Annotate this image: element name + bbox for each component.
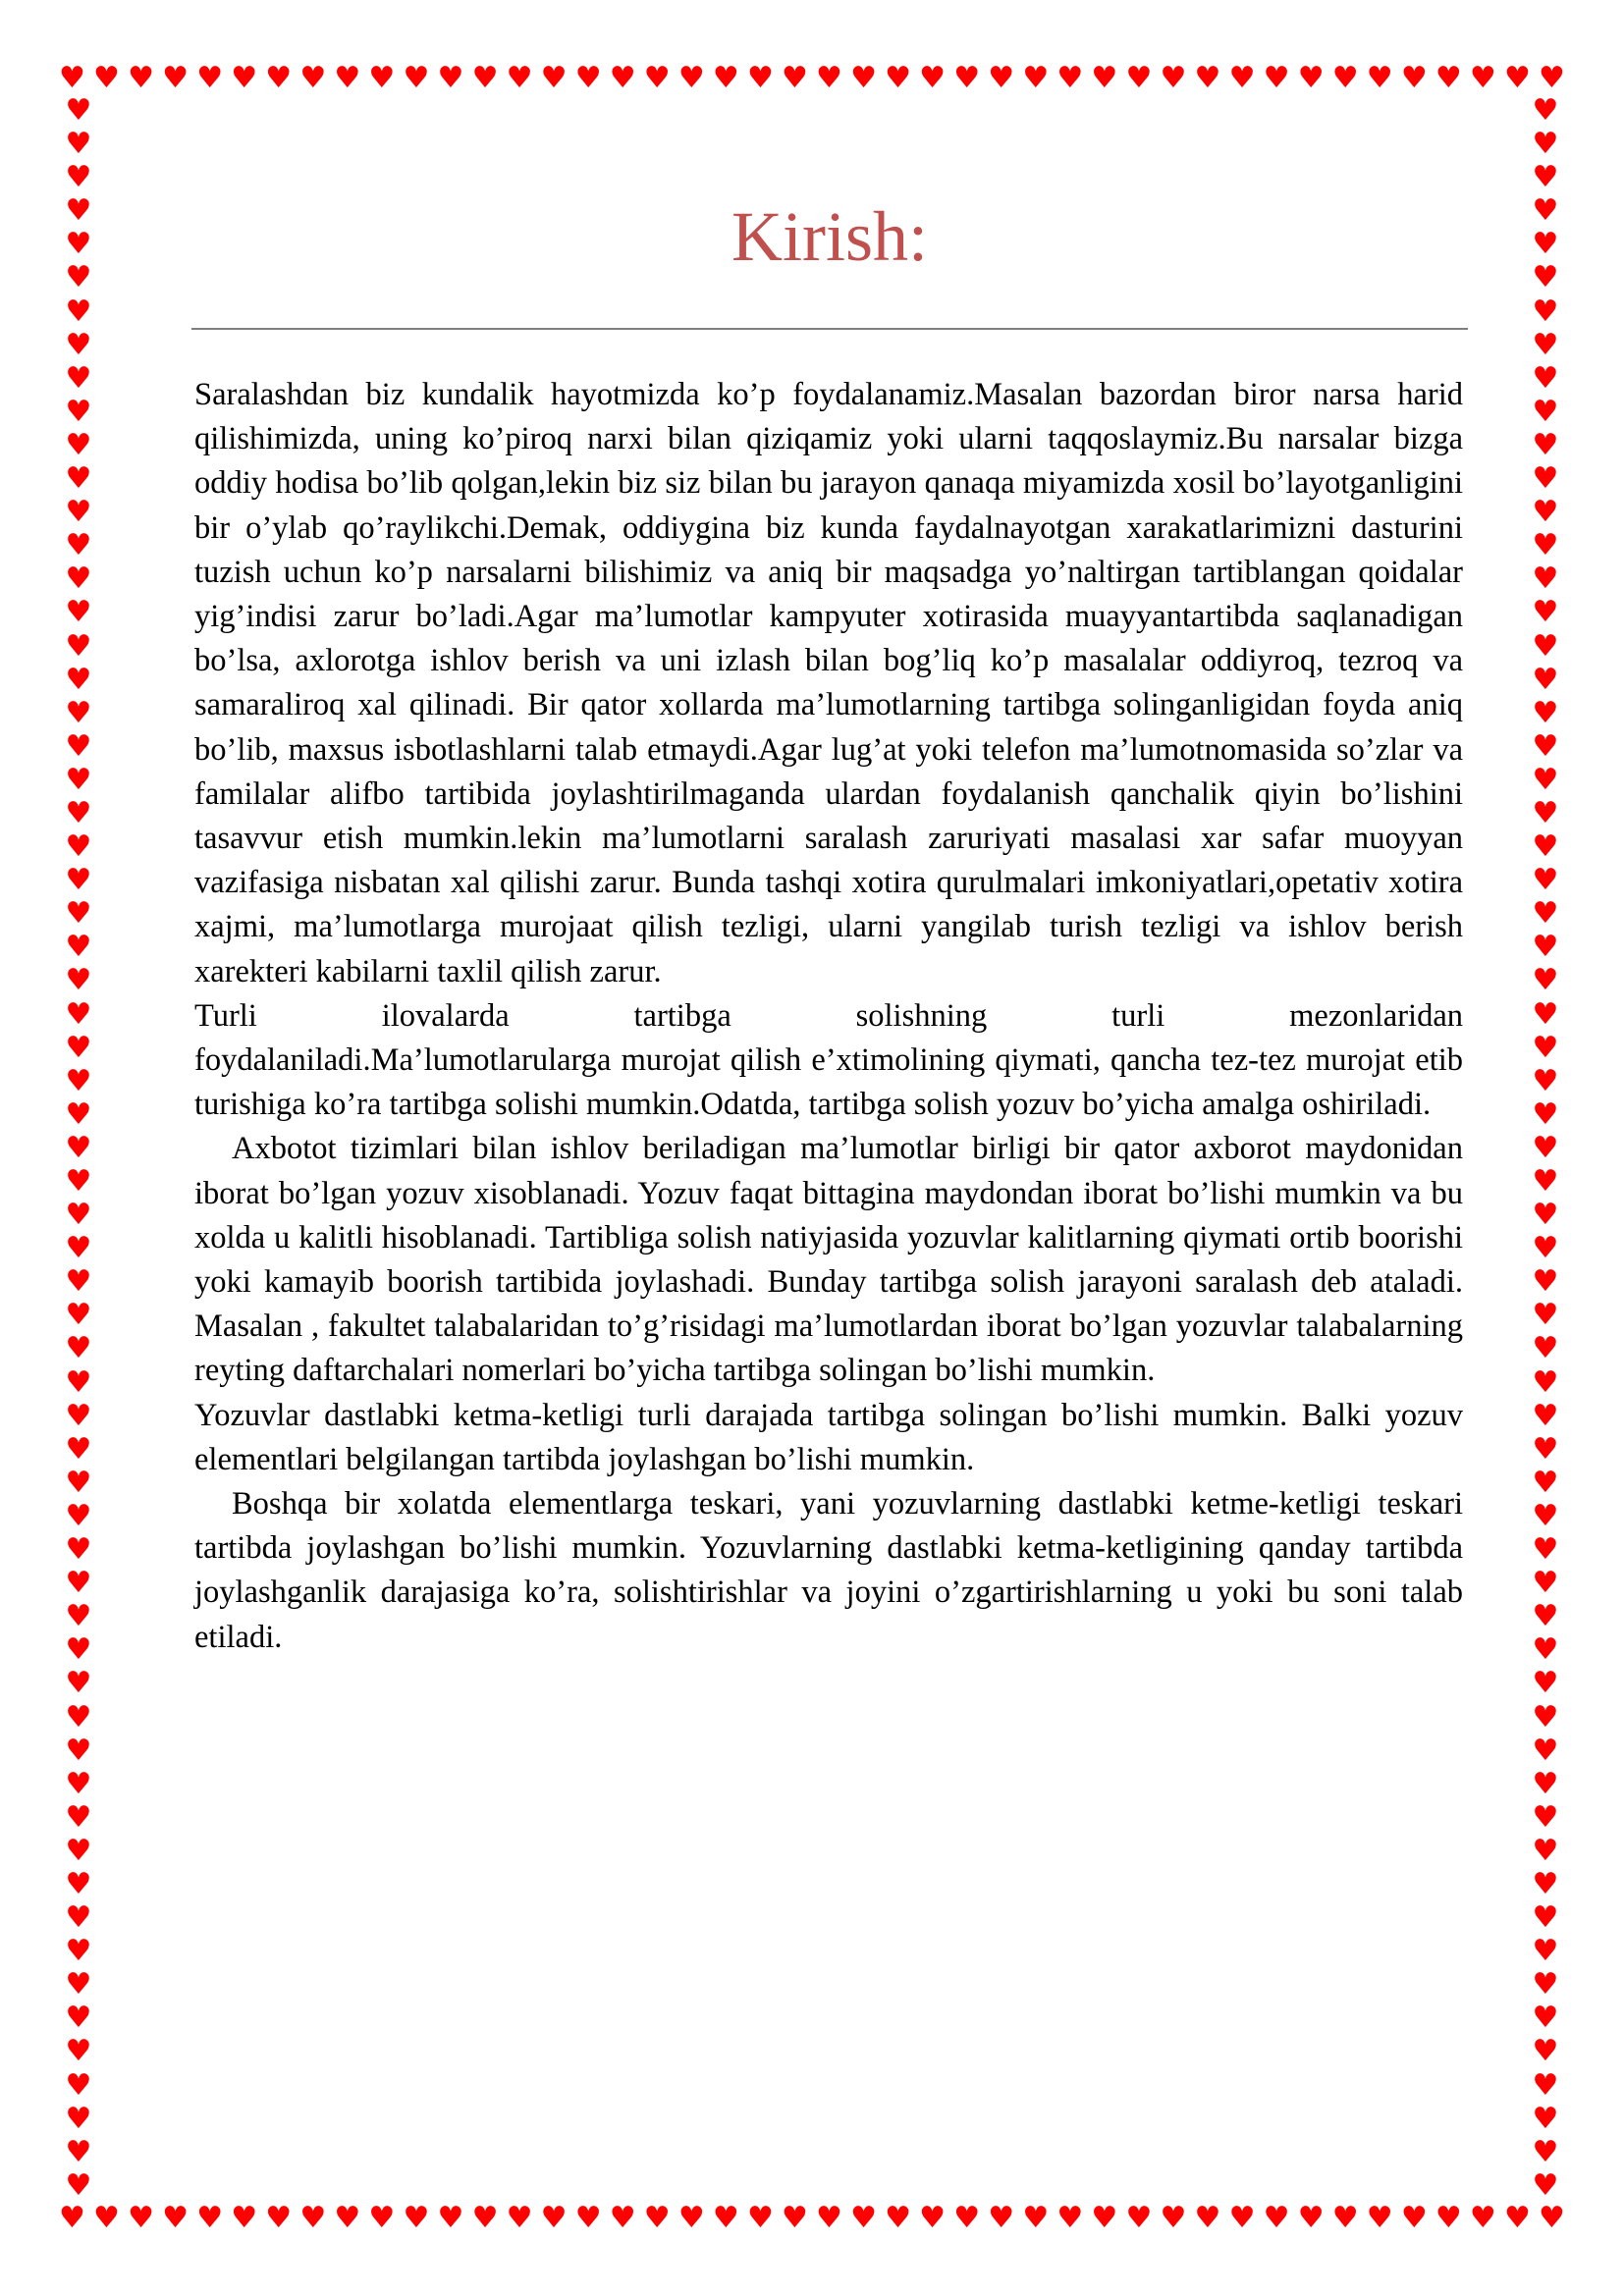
heart-icon: ♥ <box>1532 829 1559 865</box>
heart-icon: ♥ <box>712 2201 739 2235</box>
heart-icon: ♥ <box>1532 561 1559 597</box>
heart-icon: ♥ <box>1532 427 1559 462</box>
heart-icon: ♥ <box>1435 61 1462 95</box>
heart-icon: ♥ <box>65 2134 92 2169</box>
heart-icon: ♥ <box>1532 963 1559 998</box>
heart-icon: ♥ <box>65 461 92 497</box>
heart-icon: ♥ <box>1400 61 1428 95</box>
heart-icon: ♥ <box>1532 2167 1559 2203</box>
heart-icon: ♥ <box>1539 2201 1565 2235</box>
heart-icon: ♥ <box>1400 2201 1428 2235</box>
heart-icon: ♥ <box>1366 2201 1393 2235</box>
heart-icon: ♥ <box>65 1934 92 1969</box>
heart-icon: ♥ <box>1532 930 1559 965</box>
heart-icon: ♥ <box>1160 61 1187 95</box>
heart-icon: ♥ <box>65 1096 92 1132</box>
heart-icon: ♥ <box>231 61 258 95</box>
heart-icon: ♥ <box>1532 1030 1559 1065</box>
heart-icon: ♥ <box>65 1465 92 1500</box>
heart-icon: ♥ <box>162 2201 189 2235</box>
heart-icon: ♥ <box>65 1666 92 1701</box>
heart-icon: ♥ <box>1532 1231 1559 1266</box>
heart-icon: ♥ <box>437 61 464 95</box>
heart-icon: ♥ <box>65 595 92 630</box>
heart-icon: ♥ <box>506 61 533 95</box>
heart-icon: ♥ <box>1532 360 1559 396</box>
heart-icon: ♥ <box>1532 996 1559 1032</box>
heart-icon: ♥ <box>93 61 120 95</box>
heart-icon: ♥ <box>609 61 636 95</box>
heart-icon: ♥ <box>1532 695 1559 730</box>
title-divider <box>191 328 1468 330</box>
document-body <box>194 373 1463 1660</box>
heart-icon: ♥ <box>65 360 92 396</box>
heart-icon: ♥ <box>1331 2201 1359 2235</box>
heart-icon: ♥ <box>988 2201 1015 2235</box>
heart-icon: ♥ <box>1532 1632 1559 1668</box>
paragraph-5: Yozuvlar dastlabki ketma-ketligi turli darajada tartibga solingan bo’lishi mumkin. Balki yozuv elementlari belgilangan tartibda joylashgan bo’lishi mumkin. <box>194 1397 1463 1477</box>
heart-icon: ♥ <box>1532 294 1559 329</box>
heart-icon: ♥ <box>65 728 92 764</box>
heart-icon: ♥ <box>1532 2101 1559 2136</box>
page-border-top <box>59 61 1565 96</box>
heart-icon: ♥ <box>1532 327 1559 362</box>
heart-icon: ♥ <box>65 1866 92 1901</box>
heart-icon: ♥ <box>65 930 92 965</box>
heart-icon: ♥ <box>1532 1130 1559 1165</box>
heart-icon: ♥ <box>128 61 154 95</box>
heart-icon: ♥ <box>1532 260 1559 295</box>
heart-icon: ♥ <box>65 1766 92 1801</box>
heart-icon: ♥ <box>65 1030 92 1065</box>
heart-icon: ♥ <box>65 561 92 597</box>
heart-icon: ♥ <box>1532 127 1559 162</box>
heart-icon: ♥ <box>1532 1666 1559 1701</box>
heart-icon: ♥ <box>781 61 808 95</box>
heart-icon: ♥ <box>1532 1866 1559 1901</box>
heart-icon: ♥ <box>712 61 739 95</box>
heart-icon: ♥ <box>1532 628 1559 664</box>
heart-icon: ♥ <box>609 2201 636 2235</box>
heart-icon: ♥ <box>1263 61 1290 95</box>
heart-icon: ♥ <box>1228 61 1256 95</box>
heart-icon: ♥ <box>65 394 92 429</box>
heart-icon: ♥ <box>540 61 568 95</box>
heart-icon: ♥ <box>65 260 92 295</box>
heart-icon: ♥ <box>506 2201 533 2235</box>
heart-icon: ♥ <box>816 2201 842 2235</box>
heart-icon: ♥ <box>1532 1566 1559 1601</box>
heart-icon: ♥ <box>574 2201 602 2235</box>
heart-icon: ♥ <box>1532 1766 1559 1801</box>
heart-icon: ♥ <box>1532 93 1559 128</box>
heart-icon: ♥ <box>368 2201 396 2235</box>
heart-icon: ♥ <box>988 61 1015 95</box>
heart-icon: ♥ <box>1022 2201 1050 2235</box>
paragraph-1: Saralashdan biz kundalik hayotmizda ko’p foydalanamiz.Masalan bazordan biror narsa harid qilishimizda, uning ko’piroq narxi bilan qiziqamiz yoki ularni taqqoslaymiz.Bu narsalar bizga oddiy hodisa bo’lib qolgan,lekin biz siz bilan bu jarayon qanaqa miyamizda xosil bo’layotganligini bir o’ylab qo’raylikchi.Demak, oddiygina biz kunda faydalnayotgan xarakatlarimizni dasturini tuzish uchun ko’p narsalarni bilishimiz va aniq bir maqsadga yo’naltirgan tartiblangan qoidalar yig’indisi zarur bo’ladi.Agar ma’lumotlar kampyuter xotirasida muayyantartibda saqlanadigan bo’lsa, axlorotga ishlov berish va uni izlash bilan bog’liq ko’p masalalar oddiyroq, tezroq va samaraliroq xal qilinadi. Bir qator xollarda ma’lumotlarning tartibga solinganligidan foyda aniq bo’lib, maxsus isbotlashlarni talab etmaydi.Agar lug’at yoki telefon ma’lumotnomasida so’zlar va familalar alifbo tartibida joylashtirilmaganda ulardan foydalanish qanchalik qiyin bo’lishini tasavvur etish mumkin.lekin ma’lumotlarni saralash zaruriyati masalasi xar safar muoyyan vazifasiga nisbatan xal qilishi zarur. Bunda tashqi xotira qurulmalari imkoniyatlari,opetativ xotira xajmi, ma’lumotlarga murojaat qilish tezligi, ularni yangilab turish tezligi va ishlov berish xarekteri kabilarni taxlil qilish zarur. <box>194 377 1463 989</box>
heart-icon: ♥ <box>1532 863 1559 898</box>
heart-icon: ♥ <box>1532 1063 1559 1098</box>
heart-icon: ♥ <box>885 61 912 95</box>
page-border-right <box>1528 93 1563 2203</box>
heart-icon: ♥ <box>1532 1364 1559 1400</box>
heart-icon: ♥ <box>677 2201 705 2235</box>
heart-icon: ♥ <box>1532 595 1559 630</box>
heart-icon: ♥ <box>65 1164 92 1199</box>
heart-icon: ♥ <box>65 896 92 932</box>
heart-icon: ♥ <box>265 61 293 95</box>
paragraph-4: Axbotot tizimlari bilan ishlov beriladigan ma’lumotlar birligi bir qator axborot maydonidan iborat bo’lgan yozuv xisoblanadi. Yozuv faqat bittagina maydondan iborat bo’lishi mumkin va bu xolda u kalitli hisoblanadi. Tartibliga solish natiyjasida yozuvlar kalitlarning qiymati ortib boorishi yoki kamayib boorish tartibida joylashadi. Bunday tartibga solish jarayoni saralash deb ataladi. Masalan , fakultet talabalaridan to’g’risidagi ma’lumotlardan iborat bo’lgan yozuvlar talabalarning reyting daftarchalari nomerlari bo’yicha tartibga solingan bo’lishi mumkin. <box>194 1131 1463 1389</box>
heart-icon: ♥ <box>334 61 361 95</box>
heart-icon: ♥ <box>1532 1599 1559 1634</box>
page-border-left <box>61 93 96 2203</box>
heart-icon: ♥ <box>65 863 92 898</box>
heart-icon: ♥ <box>162 61 189 95</box>
page-title: Kirish: <box>731 197 928 276</box>
heart-icon: ♥ <box>1532 1331 1559 1366</box>
heart-icon: ♥ <box>1532 2001 1559 2036</box>
heart-icon: ♥ <box>59 2201 85 2235</box>
heart-icon: ♥ <box>65 1733 92 1768</box>
heart-icon: ♥ <box>1532 1699 1559 1735</box>
heart-icon: ♥ <box>677 61 705 95</box>
heart-icon: ♥ <box>65 427 92 462</box>
heart-icon: ♥ <box>1532 1398 1559 1433</box>
heart-icon: ♥ <box>65 1398 92 1433</box>
heart-icon: ♥ <box>953 61 981 95</box>
heart-icon: ♥ <box>1228 2201 1256 2235</box>
heart-icon: ♥ <box>65 2101 92 2136</box>
heart-icon: ♥ <box>1532 2067 1559 2103</box>
heart-icon: ♥ <box>65 160 92 195</box>
heart-icon: ♥ <box>1532 762 1559 797</box>
heart-icon: ♥ <box>1532 1900 1559 1936</box>
heart-icon: ♥ <box>1532 1498 1559 1533</box>
heart-icon: ♥ <box>231 2201 258 2235</box>
heart-icon: ♥ <box>65 1364 92 1400</box>
paragraph-6: Boshqa bir xolatda elementlarga teskari, yani yozuvlarning dastlabki ketme-ketligi teskari tartibda joylashgan bo’lishi mumkin. Yozuvlarning dastlabki ketma-ketligining qanday tartibda joylashganlik darajasiga ko’ra, solishtirishlar va joyini o’zgartirishlarning u yoki bu soni talab etiladi. <box>194 1486 1463 1655</box>
heart-icon: ♥ <box>65 762 92 797</box>
heart-icon: ♥ <box>196 61 224 95</box>
heart-icon: ♥ <box>65 829 92 865</box>
heart-icon: ♥ <box>65 695 92 730</box>
heart-icon: ♥ <box>1297 2201 1325 2235</box>
heart-icon: ♥ <box>1503 2201 1531 2235</box>
heart-icon: ♥ <box>65 1833 92 1868</box>
heart-icon: ♥ <box>1532 1164 1559 1199</box>
heart-icon: ♥ <box>65 2001 92 2036</box>
heart-icon: ♥ <box>65 662 92 697</box>
heart-icon: ♥ <box>1366 61 1393 95</box>
heart-icon: ♥ <box>643 2201 671 2235</box>
heart-icon: ♥ <box>265 2201 293 2235</box>
heart-icon: ♥ <box>816 61 842 95</box>
heart-icon: ♥ <box>471 61 499 95</box>
heart-icon: ♥ <box>1532 1431 1559 1467</box>
heart-icon: ♥ <box>781 2201 808 2235</box>
heart-icon: ♥ <box>1469 61 1496 95</box>
heart-icon: ♥ <box>65 227 92 262</box>
heart-icon: ♥ <box>65 1532 92 1568</box>
heart-icon: ♥ <box>1194 61 1221 95</box>
heart-icon: ♥ <box>1532 227 1559 262</box>
heart-icon: ♥ <box>65 1298 92 1333</box>
heart-icon: ♥ <box>1532 896 1559 932</box>
heart-icon: ♥ <box>1263 2201 1290 2235</box>
heart-icon: ♥ <box>471 2201 499 2235</box>
heart-icon: ♥ <box>299 61 327 95</box>
heart-icon: ♥ <box>1532 2034 1559 2069</box>
heart-icon: ♥ <box>65 1331 92 1366</box>
heart-icon: ♥ <box>1532 1733 1559 1768</box>
heart-icon: ♥ <box>65 1566 92 1601</box>
heart-icon: ♥ <box>59 61 85 95</box>
heart-icon: ♥ <box>1532 1934 1559 1969</box>
heart-icon: ♥ <box>65 294 92 329</box>
heart-icon: ♥ <box>1532 1532 1559 1568</box>
heart-icon: ♥ <box>1532 1096 1559 1132</box>
heart-icon: ♥ <box>850 61 877 95</box>
heart-icon: ♥ <box>1091 2201 1118 2235</box>
paragraph-3: foydalaniladi.Ma’lumotlarularga murojat qilish e’xtimolining qiymati, qancha tez-tez murojat etib turishiga ko’ra tartibga solishi mumkin.Odatda, tartibga solish yozuv bo’yicha amalga oshiriladi. <box>194 1042 1463 1123</box>
heart-icon: ♥ <box>65 1799 92 1835</box>
heart-icon: ♥ <box>1532 1465 1559 1500</box>
heart-icon: ♥ <box>746 61 774 95</box>
heart-icon: ♥ <box>885 2201 912 2235</box>
heart-icon: ♥ <box>1532 795 1559 830</box>
heart-icon: ♥ <box>65 528 92 563</box>
heart-icon: ♥ <box>1297 61 1325 95</box>
heart-icon: ♥ <box>1532 1198 1559 1233</box>
heart-icon: ♥ <box>65 2067 92 2103</box>
heart-icon: ♥ <box>1125 61 1153 95</box>
heart-icon: ♥ <box>746 2201 774 2235</box>
heart-icon: ♥ <box>1056 61 1084 95</box>
heart-icon: ♥ <box>196 2201 224 2235</box>
heart-icon: ♥ <box>65 1699 92 1735</box>
heart-icon: ♥ <box>1469 2201 1496 2235</box>
heart-icon: ♥ <box>65 1431 92 1467</box>
heart-icon: ♥ <box>1532 1967 1559 2002</box>
heart-icon: ♥ <box>1503 61 1531 95</box>
heart-icon: ♥ <box>65 795 92 830</box>
heart-icon: ♥ <box>919 2201 947 2235</box>
heart-icon: ♥ <box>334 2201 361 2235</box>
heart-icon: ♥ <box>65 2034 92 2069</box>
heart-icon: ♥ <box>65 1130 92 1165</box>
heart-icon: ♥ <box>128 2201 154 2235</box>
heart-icon: ♥ <box>540 2201 568 2235</box>
heart-icon: ♥ <box>1331 61 1359 95</box>
heart-icon: ♥ <box>1022 61 1050 95</box>
heart-icon: ♥ <box>1532 728 1559 764</box>
heart-icon: ♥ <box>1125 2201 1153 2235</box>
heart-icon: ♥ <box>1532 495 1559 530</box>
heart-icon: ♥ <box>1532 394 1559 429</box>
heart-icon: ♥ <box>1532 1799 1559 1835</box>
heart-icon: ♥ <box>65 1599 92 1634</box>
heart-icon: ♥ <box>1160 2201 1187 2235</box>
heart-icon: ♥ <box>65 1498 92 1533</box>
heart-icon: ♥ <box>65 93 92 128</box>
heart-icon: ♥ <box>953 2201 981 2235</box>
heart-icon: ♥ <box>1532 1298 1559 1333</box>
heart-icon: ♥ <box>65 495 92 530</box>
heart-icon: ♥ <box>643 61 671 95</box>
heart-icon: ♥ <box>1435 2201 1462 2235</box>
heart-icon: ♥ <box>299 2201 327 2235</box>
heart-icon: ♥ <box>65 2167 92 2203</box>
heart-icon: ♥ <box>850 2201 877 2235</box>
heart-icon: ♥ <box>403 2201 430 2235</box>
heart-icon: ♥ <box>1532 461 1559 497</box>
heart-icon: ♥ <box>1532 160 1559 195</box>
heart-icon: ♥ <box>65 1264 92 1300</box>
paragraph-2: Turli ilovalarda tartibga solishning turli mezonlaridan <box>194 997 1463 1034</box>
heart-icon: ♥ <box>919 61 947 95</box>
heart-icon: ♥ <box>1194 2201 1221 2235</box>
heart-icon: ♥ <box>65 327 92 362</box>
heart-icon: ♥ <box>1056 2201 1084 2235</box>
heart-icon: ♥ <box>65 127 92 162</box>
heart-icon: ♥ <box>65 1967 92 2002</box>
heart-icon: ♥ <box>1532 2134 1559 2169</box>
heart-icon: ♥ <box>65 963 92 998</box>
heart-icon: ♥ <box>1532 1833 1559 1868</box>
heart-icon: ♥ <box>403 61 430 95</box>
heart-icon: ♥ <box>65 1063 92 1098</box>
heart-icon: ♥ <box>1532 1264 1559 1300</box>
heart-icon: ♥ <box>1091 61 1118 95</box>
heart-icon: ♥ <box>93 2201 120 2235</box>
heart-icon: ♥ <box>65 1900 92 1936</box>
heart-icon: ♥ <box>1532 662 1559 697</box>
heart-icon: ♥ <box>1539 61 1565 95</box>
page-border-bottom <box>59 2201 1565 2236</box>
heart-icon: ♥ <box>368 61 396 95</box>
heart-icon: ♥ <box>574 61 602 95</box>
heart-icon: ♥ <box>437 2201 464 2235</box>
heart-icon: ♥ <box>65 1231 92 1266</box>
heart-icon: ♥ <box>65 1198 92 1233</box>
heart-icon: ♥ <box>65 1632 92 1668</box>
heart-icon: ♥ <box>1532 528 1559 563</box>
heart-icon: ♥ <box>65 628 92 664</box>
heart-icon: ♥ <box>65 193 92 229</box>
heart-icon: ♥ <box>1532 193 1559 229</box>
heart-icon: ♥ <box>65 996 92 1032</box>
